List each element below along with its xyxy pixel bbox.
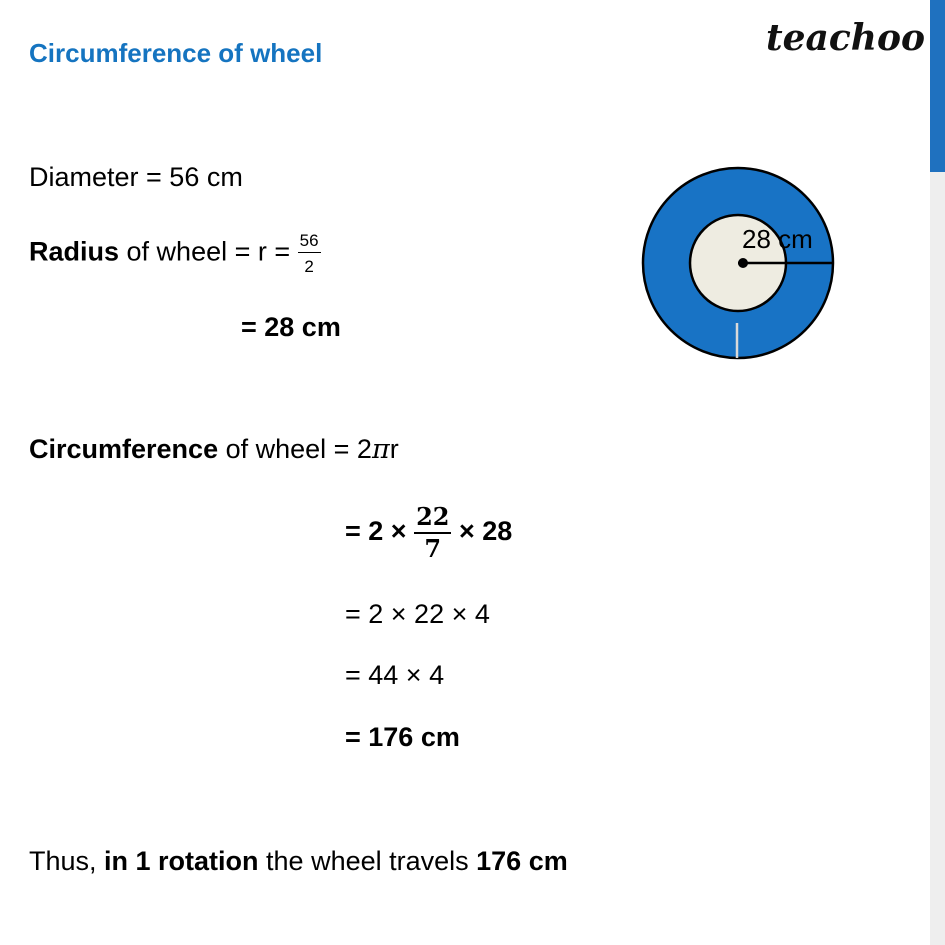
step-1-post: × 28 — [451, 516, 513, 547]
step-1-fraction — [414, 502, 451, 563]
circumference-bold: Circumference — [29, 434, 219, 464]
conclusion-part-4: 176 cm — [476, 846, 568, 876]
radius-bold: Radius — [29, 236, 120, 267]
circumference-text: of wheel = 2 — [218, 434, 372, 464]
conclusion-part-1: Thus, — [29, 846, 105, 876]
center-point — [738, 258, 748, 268]
radius-fraction-denominator: 2 — [304, 257, 314, 276]
teachoo-logo: teachoo — [766, 17, 925, 59]
radius-fraction — [298, 232, 321, 275]
conclusion-part-3: the wheel travels — [258, 846, 477, 876]
step-2: = 2 × 22 × 4 — [345, 599, 490, 629]
radius-text: of wheel = r = — [119, 236, 298, 267]
wheel-diagram — [640, 165, 836, 361]
r-symbol: r — [389, 434, 399, 464]
step-4-text: = 176 cm — [345, 722, 460, 752]
diameter-line: Diameter = 56 cm — [29, 162, 243, 192]
page-title: Circumference of wheel — [29, 38, 323, 68]
radius-result — [241, 311, 341, 343]
step-1-fraction-denominator: 7 — [424, 534, 442, 563]
step-1 — [345, 502, 513, 563]
radius-fraction-numerator: 56 — [298, 232, 321, 253]
conclusion-part-2: in 1 rotation — [104, 846, 259, 876]
step-3: = 44 × 4 — [345, 660, 445, 690]
pi-symbol: π — [371, 434, 390, 465]
radius-label: 28 cm — [742, 224, 813, 254]
step-1-pre: = 2 × — [345, 516, 415, 547]
conclusion-line — [29, 845, 568, 877]
step-1-fraction-numerator: 22 — [414, 505, 451, 534]
scrollbar-thumb[interactable] — [930, 0, 945, 172]
radius-line — [29, 232, 321, 275]
step-4 — [345, 721, 460, 753]
circumference-line — [29, 433, 399, 466]
radius-result-text: = 28 cm — [241, 312, 341, 342]
